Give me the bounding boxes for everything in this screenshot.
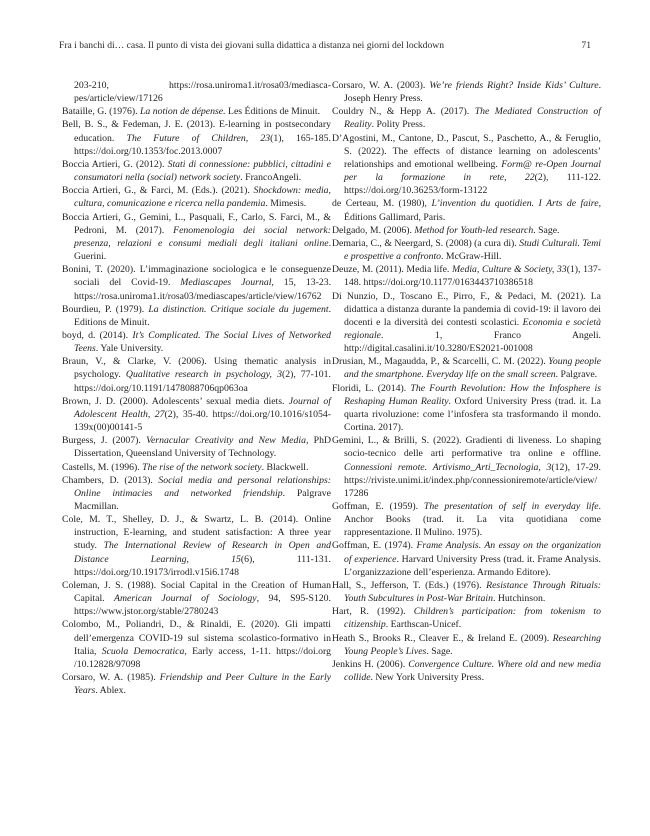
reference-details: . Guerini. [74,237,331,263]
reference-authors: Demaria, C., & Neergard, S. (2008) (a cura di). [332,237,520,249]
reference-title: The International Review of Research in Open and Distance Learning, 15 [74,540,331,565]
reference-authors: D’Agostini, M., Cantone, D., Pascut, S., Paschetto, A., & Feruglio, S. (2022). The effects of distance learning on adolescents’ relationships and emotional wellbeing. [332,132,601,170]
reference-title: Scuola Democratica [101,645,185,657]
reference-details: , 94, S95-S120. https://www.jstor.org/stable/2780243 [74,593,331,618]
reference-entry [62,434,331,460]
reference-title: The rise of the network society [142,461,262,473]
reference-title: Form@ re-Open Journal per la formazione in rete, 22 [344,158,602,184]
reference-authors: Burgess, J. (2007). [62,435,147,447]
reference-details: . 1, Franco Angeli. http://digital.casalini.it/10.3280/ES2021-001008 [344,329,601,355]
reference-details: . Sage. [426,645,453,657]
reference-title: Resistance Through Rituals: Youth Subcultures in Post-War Britain [344,579,601,605]
reference-details: . Palgrave. [555,369,598,381]
reference-title: Social media and personal relationships: Online intimacies and networked friendship [74,474,331,499]
reference-details: . Yale University. [95,343,164,355]
reference-details: , PhD Dissertation, Queensland University of Technology. [74,435,332,460]
reference-entry [62,474,331,513]
references-left-column [62,79,331,697]
reference-title: Frame Analysis. An essay on the organization of experience [344,540,601,565]
reference-details: . Mimesis. [265,198,307,210]
reference-entry [62,79,331,105]
reference-authors: Hall, S., Jefferson, T. (Eds.) (1976). [332,579,487,591]
reference-authors: 203-210, https://rosa.uniroma1.it/rosa03/mediascapes/article/view/17126 [74,80,331,105]
reference-entry [62,513,331,579]
reference-entry [62,158,331,184]
reference-details: Les Éditions de Minuit. [225,106,321,118]
reference-authors: Coleman, J. S. (1988). Social Capital in the Creation of Human Capital. [62,579,331,605]
reference-details: (1), 165-185. https://doi.org/10.1353/foc.2013.0007 [74,132,331,157]
reference-entry [332,579,601,605]
reference-entry [332,658,601,684]
reference-entry [332,605,601,631]
reference-details: , Early access, 1-11. https://doi.org /10.12828/97098 [74,645,331,670]
reference-title: Journal of Adolescent Health, 27 [74,395,331,420]
reference-details: (1), 137-148. https://doi.org/10.1177/0163443710386518 [344,264,601,289]
reference-title: The Fourth Revolution: How the Infosphere is Reshaping Human Reality [344,382,601,407]
reference-authors: Couldry N., & Hepp A. (2017). [332,106,475,118]
reference-details: . Editions de Minuit. [74,303,331,328]
reference-details: . Palgrave Macmillan. [74,487,331,512]
reference-entry [62,618,331,671]
reference-entry [332,434,601,500]
reference-authors: Colombo, M., Poliandri, D., & Rinaldi, E. (2020). Gli impatti dell’emergenza COVID-19 sul sistema scolastico-formativo in Italia, [62,619,331,657]
reference-title: It’s Complicated. The Social Lives of Networked Teens [74,329,332,355]
reference-entry [62,303,331,329]
reference-title: Studi Culturali. Temi e prospettive a confronto [344,237,602,263]
reference-title: Researching Young People’s Lives [344,632,601,657]
reference-authors: boyd, d. (2014). [62,329,133,341]
reference-details: . Blackwell. [261,461,309,473]
reference-entry [62,355,331,394]
reference-entry [332,105,601,131]
reference-details: (2), 77-101. https://doi.org/10.1191/1478088706qp063oa [74,369,331,394]
reference-entry [332,197,601,223]
reference-title: Fenomenologia dei social network: presenza, relazioni e consumi mediali degli italiani online [74,224,331,249]
reference-entry [62,671,331,697]
reference-authors: Drusian, M., Magaudda, P., & Scarcelli, C. M. (2022). [332,356,549,368]
reference-title: Mediascapes Journal [180,277,272,289]
reference-title: Friendship and Peer Culture in the Early Years [74,672,331,697]
reference-entry [62,105,331,118]
reference-entry [332,355,601,381]
reference-authors: Boccia Artieri, G., Gemini, L., Pasquali, F., Carlo, S. Farci, M., & Pedroni, M. (2017). [62,211,331,236]
reference-authors: de Certeau, M. (1980), [332,198,432,210]
reference-details: . Ablex. [95,685,126,697]
reference-details: . FrancoAngeli. [240,172,302,184]
reference-title: Shockdown: media, cultura, comunicazione e ricerca nella pandemia [74,185,331,210]
reference-title: Convergence Culture. Where old and new media collide [344,658,601,684]
reference-entry [62,461,331,474]
reference-title: Stati di connessione: pubblici, cittadini e consumatori nella (social) network society [74,158,331,184]
reference-title: Qualitative research in psychology, 3 [125,369,282,381]
reference-entry [62,263,331,302]
page-number: 71 [581,40,591,51]
reference-authors: Deuze, M. (2011). Media life. [332,264,452,276]
reference-entry [62,211,331,264]
reference-title: Children’s participation: from tokenism to citizenship [344,606,601,631]
reference-details: . Anchor Books (trad. it. La vita quotidiana come rappresentazione. Il Mulino. 1975). [344,501,601,539]
reference-title: Economia e società regionale [344,316,602,341]
reference-title: The presentation of self in everyday life [423,501,599,512]
reference-authors: Bonini, T. (2020). L’immaginazione sociologica e le conseguenze sociali del Covid-19. [62,264,331,289]
running-header [59,40,591,54]
reference-title: La notion de dépense. [139,106,226,118]
reference-title: La distinction. Critique sociale du jugement [148,303,329,315]
reference-authors: Bell, B. S., & Fedeman, J. E. (2013). E-learning in postsecondary education. [62,119,331,144]
reference-details: . Sage. [533,224,560,236]
reference-authors: Floridi, L. (2014). [332,382,411,394]
reference-details: (2), 111-122. https://doi.org/10.36253/form-13122 [344,172,601,197]
reference-entry [332,539,601,578]
reference-entry [332,382,601,435]
reference-details: (12), 17-29. https://riviste.unimi.it/index.php/connessioniremote/article/view/17286 [344,461,601,499]
reference-authors: Corsaro, W. A. (2003). [332,80,430,91]
reference-entry [62,184,331,210]
reference-details: . Earthscan-Unicef. [385,619,462,631]
reference-entry [332,79,601,105]
references-right-column [332,79,601,684]
reference-authors: Bataille, G. (1976). [62,106,140,118]
reference-authors: Goffman, E. (1959). [332,501,424,512]
reference-authors: Chambers, D. (2013). [62,474,159,486]
reference-title: Connessioni remote. Artivismo_Arti_Tecnologia, 3 [344,461,552,473]
reference-title: Method for Youth-led research [414,224,534,236]
reference-details: (2), 35-40. https://doi.org/10.1016/s1054-139x(00)00141-5 [74,408,331,434]
reference-title: The Mediated Construction of Reality [344,106,602,131]
running-title: Fra i banchi di… casa. Il punto di vista dei giovani sulla didattica a distanza nei giorni del lockdown [59,40,444,51]
reference-details: (6), 111-131. https://doi.org/10.19173/irrodl.v15i6.1748 [74,553,331,578]
reference-entry [62,118,331,157]
reference-details: . McGraw-Hill. [441,251,502,263]
reference-authors: Brown, J. D. (2000). Adolescents’ sexual media diets. [62,395,289,407]
reference-authors: Delgado, M. (2006). [332,224,415,236]
reference-authors: Castells, M. (1996). [62,461,143,473]
reference-authors: Heath S., Brooks R., Cleaver E., & Ireland E. (2009). [332,632,553,644]
reference-authors: Di Nunzio, D., Toscano E., Pirro, F., & Pedaci, M. (2021). La didattica a distanza durante la pandemia di covid-19: il lavoro dei docenti e la diversità dei contesti scolastici. [332,290,601,328]
reference-authors: Braun, V., & Clarke, V. (2006). Using thematic analysis in psychology. [62,356,331,381]
reference-entry [62,395,331,434]
reference-entry [332,237,601,263]
reference-entry [332,224,601,237]
reference-authors: Boccia Artieri, G. (2012). [62,158,168,170]
reference-entry [332,263,601,289]
reference-entry [332,290,601,356]
reference-title: American Journal of Sociology [114,593,257,605]
reference-title: The Future of Children, 23 [126,132,271,144]
reference-entry [332,500,601,539]
reference-details: . Joseph Henry Press. [344,80,602,105]
reference-entry [62,579,331,618]
reference-entry [62,329,331,355]
reference-title: L’invention du quotidien. I Arts de faire [431,198,599,210]
reference-authors: Goffman, E. (1974). [332,540,417,552]
reference-details: , 15, 13-23. https://rosa.uniroma1.it/rosa03/mediascapes/article/view/16762 [74,277,332,302]
reference-authors: Boccia Artieri, G., & Farci, M. (Eds.). (2021). [62,185,254,197]
reference-entry [332,632,601,658]
reference-title: Young people and the smartphone. Everyday life on the small screen [344,356,601,381]
reference-title: Media, Culture & Society, 33 [452,264,567,276]
reference-entry [332,132,601,198]
reference-details: . Oxford University Press (trad. it. La quarta rivoluzione: come l’infosfera sta trasformando il mondo. Cortina. 2017). [344,395,601,434]
reference-authors: Jenkins H. (2006). [332,658,409,670]
reference-authors: Gemini, L., & Brilli, S. (2022). Gradienti di liveness. Lo shaping socio-tecnico delle arti performative tra online e offline. [332,435,601,460]
reference-details: . Polity Press. [371,119,426,131]
reference-title: We’re friends Right? Inside Kids’ Culture [429,80,599,91]
reference-authors: Cole, M. T., Shelley, D. J., & Swartz, L. B. (2014). Online instruction, E-learning, and student satisfaction: A three year study. [62,514,331,552]
reference-authors: Bourdieu, P. (1979). [62,303,149,315]
reference-authors: Corsaro, W. A. (1985). [62,672,160,684]
reference-authors: Hart, R. (1992). [332,606,414,618]
reference-details: . Hutchinson. [492,593,546,605]
reference-details: , Éditions Gallimard, Paris. [344,198,602,223]
reference-details: . Harvard University Press (trad. it. Frame Analysis. L’organizzazione dell’esperienza. Armando Editore). [344,553,601,578]
reference-details: . New York University Press. [370,672,485,684]
reference-title: Vernacular Creativity and New Media [146,435,306,447]
